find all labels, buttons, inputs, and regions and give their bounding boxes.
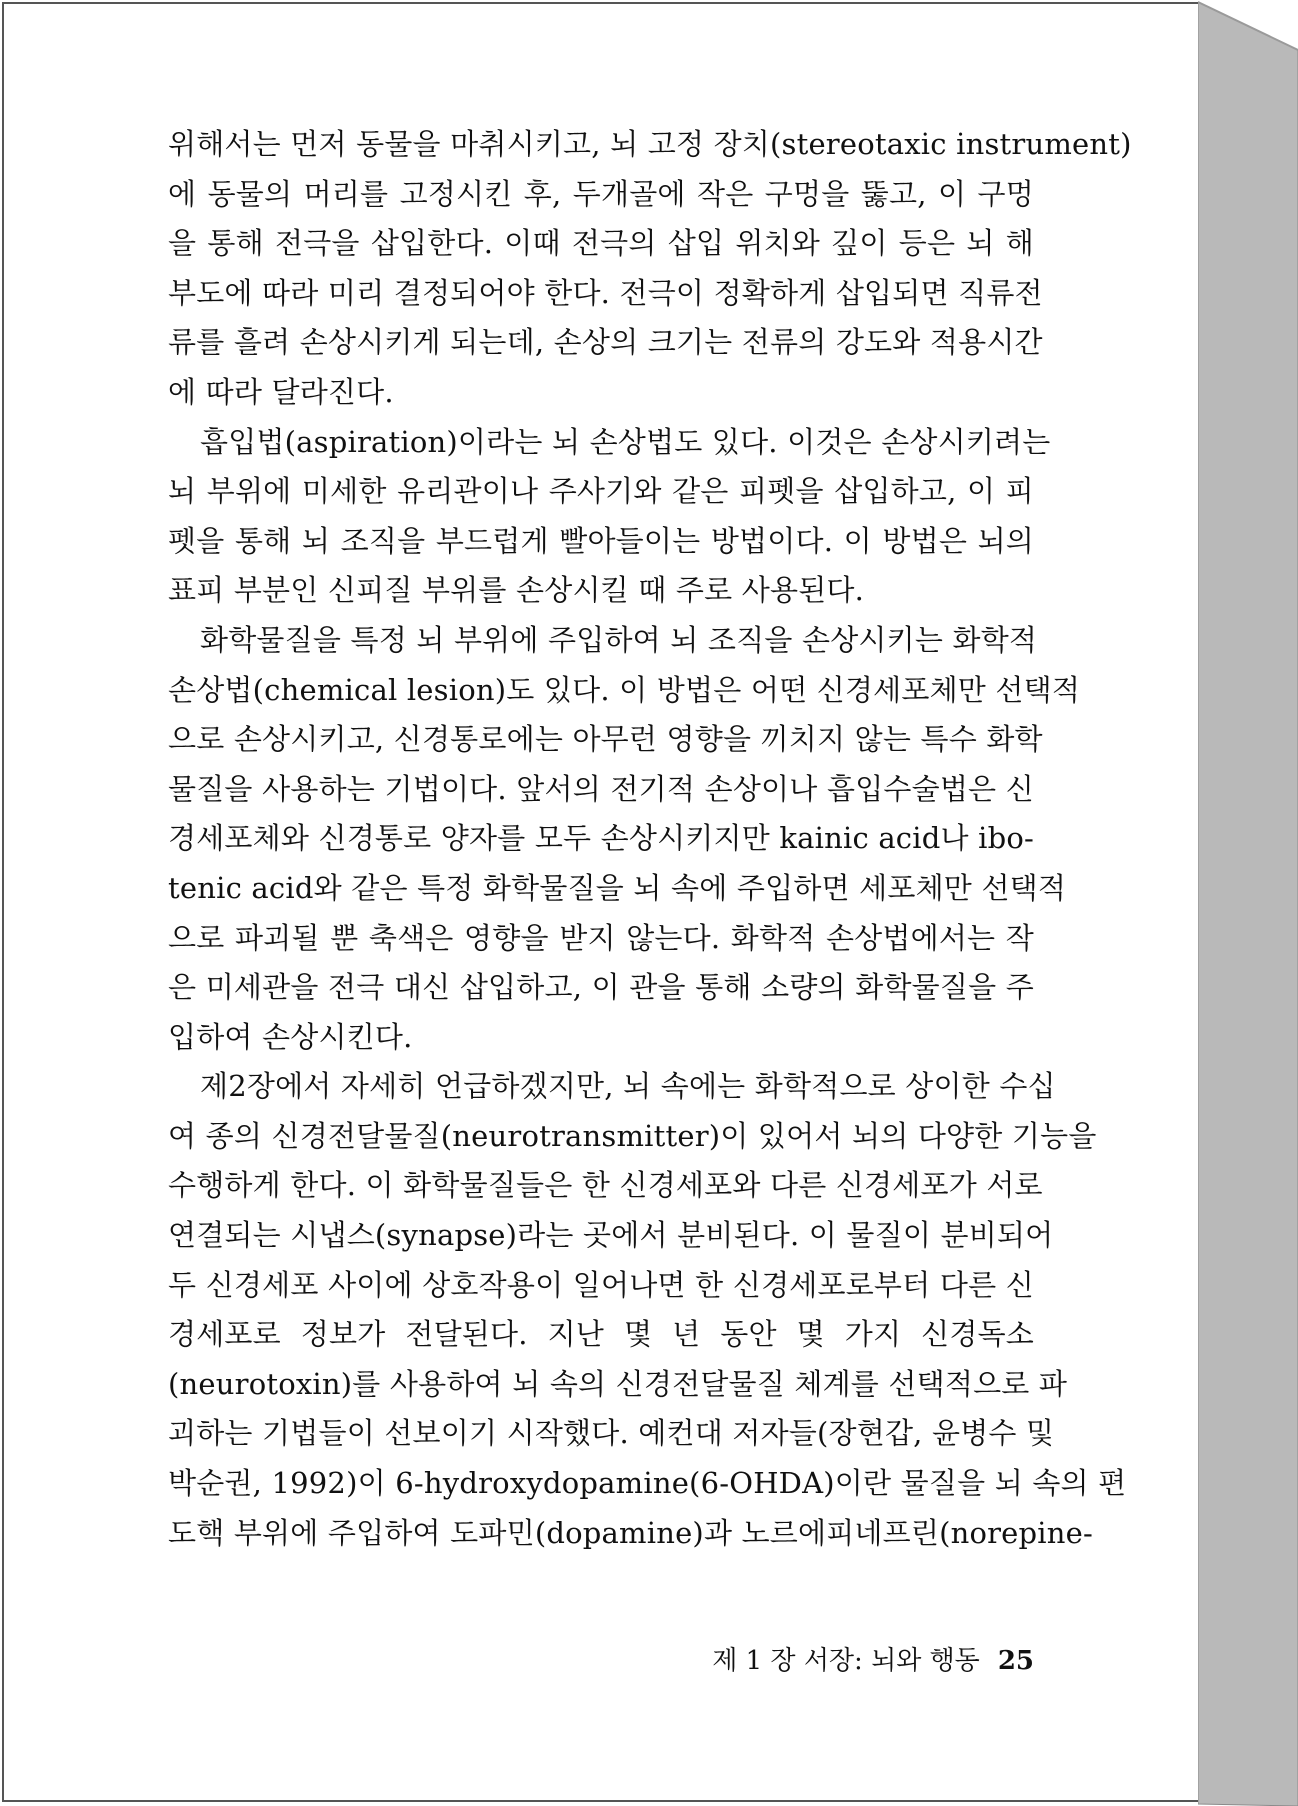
text-line: 경세포체와 신경통로 양자를 모두 손상시키지만 kainic acid나 ibo- [168, 821, 1035, 856]
page-edge-shape [1198, 0, 1298, 1806]
body-text [168, 120, 1132, 1558]
text-line: 부도에 따라 미리 결정되어야 한다. 전극이 정확하게 삽입되면 직류전 [168, 275, 1043, 310]
text-line: 입하여 손상시킨다. [168, 1019, 413, 1054]
text-line: tenic acid와 같은 특정 화학물질을 뇌 속에 주입하면 세포체만 선택적 [168, 870, 1067, 905]
text-line: (neurotoxin)를 사용하여 뇌 속의 신경전달물질 체계를 선택적으로 파 [168, 1366, 1068, 1401]
page-footer [700, 1640, 1034, 1677]
text-line: 은 미세관을 전극 대신 삽입하고, 이 관을 통해 소량의 화학물질을 주 [168, 970, 1034, 1005]
text-line: 손상법(chemical lesion)도 있다. 이 방법은 어떤 신경세포체만 선택적 [168, 672, 1081, 707]
text-line: 에 동물의 머리를 고정시킨 후, 두개골에 작은 구멍을 뚫고, 이 구멍 [168, 176, 1034, 211]
text-line: 두 신경세포 사이에 상호작용이 일어나면 한 신경세포로부터 다른 신 [168, 1267, 1034, 1302]
text-line: 에 따라 달라진다. [168, 374, 394, 409]
text-line: 펫을 통해 뇌 조직을 부드럽게 빨아들이는 방법이다. 이 방법은 뇌의 [168, 523, 1034, 558]
running-footer-chapter: 제 1 장 서장: 뇌와 행동 [712, 1646, 980, 1676]
text-line: 흡입법(aspiration)이라는 뇌 손상법도 있다. 이것은 손상시키려는 [200, 424, 1051, 459]
text-line: 박순권, 1992)이 6-hydroxydopamine(6-OHDA)이란 물질을 뇌 속의 편 [168, 1466, 1127, 1501]
text-line: 도핵 부위에 주입하여 도파민(dopamine)과 노르에피네프린(norepine- [168, 1515, 1094, 1550]
text-line: 뇌 부위에 미세한 유리관이나 주사기와 같은 피펫을 삽입하고, 이 피 [168, 474, 1034, 509]
text-line: 수행하게 한다. 이 화학물질들은 한 신경세포와 다른 신경세포가 서로 [168, 1168, 1043, 1203]
text-line: 위해서는 먼저 동물을 마취시키고, 뇌 고정 장치(stereotaxic instrument) [168, 127, 1132, 161]
text-line: 표피 부분인 신피질 부위를 손상시킬 때 주로 사용된다. [168, 573, 865, 608]
text-line: 연결되는 시냅스(synapse)라는 곳에서 분비된다. 이 물질이 분비되어 [168, 1218, 1054, 1253]
text-line: 으로 파괴될 뿐 축색은 영향을 받지 않는다. 화학적 손상법에서는 작 [168, 920, 1034, 955]
text-line: 제2장에서 자세히 언급하겠지만, 뇌 속에는 화학적으로 상이한 수십 [200, 1069, 1056, 1104]
text-line: 괴하는 기법들이 선보이기 시작했다. 예컨대 저자들(장현갑, 윤병수 및 [168, 1416, 1055, 1451]
text-line: 화학물질을 특정 뇌 부위에 주입하여 뇌 조직을 손상시키는 화학적 [200, 622, 1038, 657]
text-line: 물질을 사용하는 기법이다. 앞서의 전기적 손상이나 흡입수술법은 신 [168, 771, 1034, 806]
text-line: 을 통해 전극을 삽입한다. 이때 전극의 삽입 위치와 깊이 등은 뇌 해 [168, 226, 1034, 261]
text-line: 으로 손상시키고, 신경통로에는 아무런 영향을 끼치지 않는 특수 화학 [168, 722, 1043, 757]
text-line: 경세포로 정보가 전달된다. 지난 몇 년 동안 몇 가지 신경독소 [168, 1317, 1034, 1352]
page-number: 25 [997, 1646, 1034, 1676]
text-line: 류를 흘려 손상시키게 되는데, 손상의 크기는 전류의 강도와 적용시간 [168, 325, 1043, 360]
page-stack-edge [1198, 0, 1298, 1806]
text-line: 여 종의 신경전달물질(neurotransmitter)이 있어서 뇌의 다양한 기능을 [168, 1118, 1097, 1153]
